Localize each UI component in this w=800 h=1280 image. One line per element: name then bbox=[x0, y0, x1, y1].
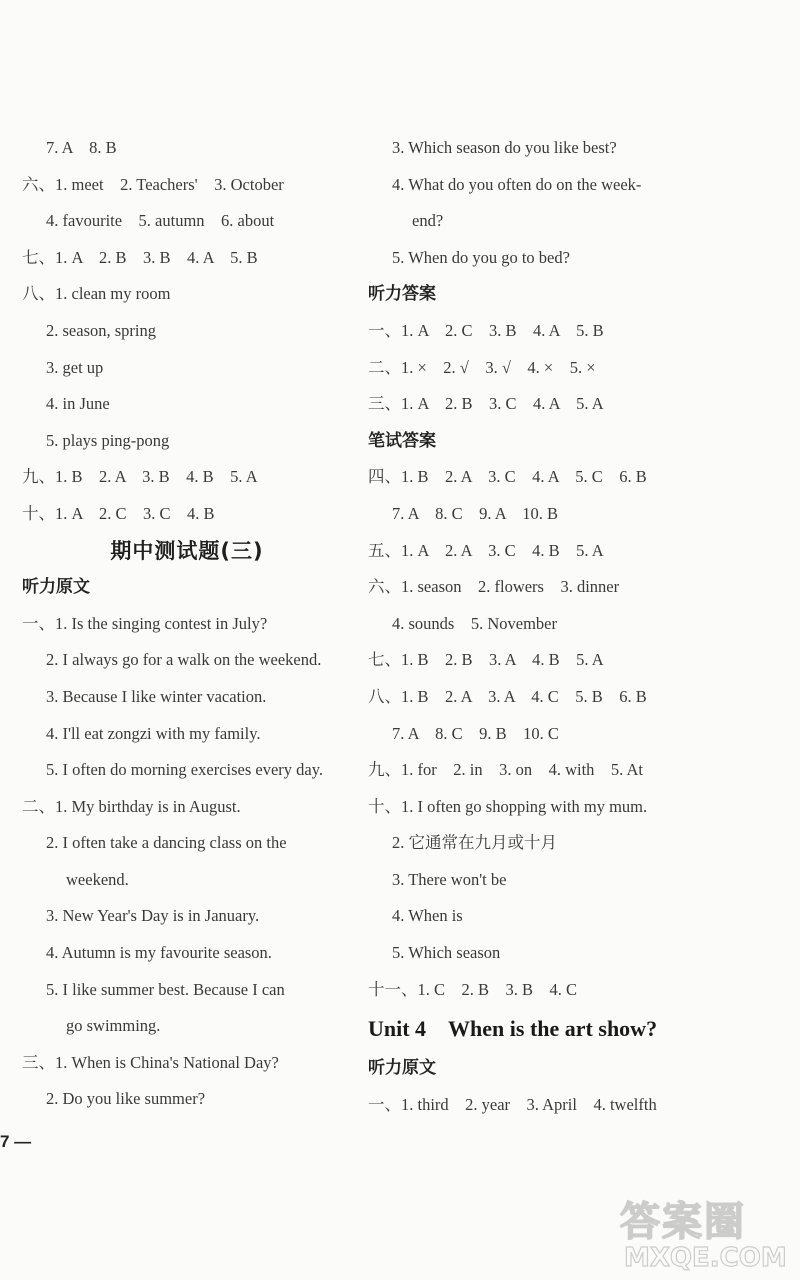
watermark-logo bbox=[620, 1190, 795, 1278]
answer-line: 5. plays ping-pong bbox=[46, 430, 170, 450]
answer-line: 4. favourite 5. autumn 6. about bbox=[46, 211, 275, 231]
listening-line: 3. Which season do you like best? bbox=[392, 138, 617, 157]
answer-line: 七、1. B 2. B 3. A 4. B 5. A bbox=[368, 650, 604, 670]
listening-line: 2. I always go for a walk on the weekend. bbox=[46, 650, 322, 670]
listening-line: 一、1. third 2. year 3. April 4. twelfth bbox=[368, 1094, 657, 1114]
answer-line: 九、1. for 2. in 3. on 4. with 5. At bbox=[368, 760, 643, 780]
listening-line: 二、1. My birthday is in August. bbox=[22, 796, 241, 816]
answer-line: 八、1. clean my room bbox=[22, 284, 171, 304]
answer-line: 4. sounds 5. November bbox=[392, 613, 557, 633]
listening-line: 4. What do you often do on the week- bbox=[392, 174, 642, 194]
listening-answer-heading: 听力答案 bbox=[368, 284, 436, 305]
answer-line: 八、1. B 2. A 3. A 4. C 5. B 6. B bbox=[368, 686, 647, 706]
listening-text-heading: 听力原文 bbox=[368, 1058, 436, 1079]
answer-line: 七、1. A 2. B 3. B 4. A 5. B bbox=[22, 247, 258, 267]
answer-line: 四、1. B 2. A 3. C 4. A 5. C 6. B bbox=[368, 467, 647, 487]
answer-line: 十、1. A 2. C 3. C 4. B bbox=[22, 503, 215, 523]
listening-line: 5. I like summer best. Because I can bbox=[46, 979, 285, 999]
listening-line: 3. Because I like winter vacation. bbox=[46, 686, 267, 706]
answer-line: 2. season, spring bbox=[46, 320, 156, 340]
listening-line: weekend. bbox=[66, 869, 129, 889]
watermark-main-text: 答案圈 bbox=[620, 1199, 746, 1245]
answer-line: 二、1. × 2. √ 3. √ 4. × 5. × bbox=[368, 357, 596, 377]
answer-line: 2. 它通常在九月或十月 bbox=[392, 833, 557, 853]
answer-line: 5. Which season bbox=[392, 943, 501, 963]
answer-line: 六、1. season 2. flowers 3. dinner bbox=[368, 577, 620, 597]
listening-line: 4. Autumn is my favourite season. bbox=[46, 943, 272, 963]
listening-line: 5. When do you go to bed? bbox=[392, 247, 570, 267]
midterm-test-title: 期中测试题(三) bbox=[110, 538, 264, 563]
answer-line: 4. When is bbox=[392, 906, 463, 926]
listening-line: go swimming. bbox=[66, 1016, 161, 1036]
answer-line: 一、1. A 2. C 3. B 4. A 5. B bbox=[368, 320, 604, 340]
answer-line: 六、1. meet 2. Teachers' 3. October bbox=[22, 174, 284, 194]
answer-line: 五、1. A 2. A 3. C 4. B 5. A bbox=[368, 540, 604, 560]
listening-line: 5. I often do morning exercises every day. bbox=[46, 760, 324, 780]
listening-line: end? bbox=[412, 211, 444, 231]
answer-line: 7. A 8. B bbox=[46, 138, 117, 157]
answer-line: 十、1. I often go shopping with my mum. bbox=[368, 796, 648, 816]
written-answer-heading: 笔试答案 bbox=[368, 430, 436, 451]
right-column bbox=[368, 130, 788, 1123]
listening-line: 3. New Year's Day is in January. bbox=[46, 906, 260, 926]
answer-line: 3. get up bbox=[46, 357, 104, 377]
unit-title: Unit 4 When is the art show? bbox=[368, 1016, 658, 1042]
listening-line: 一、1. Is the singing contest in July? bbox=[22, 613, 268, 633]
answer-line: 7. A 8. C 9. A 10. B bbox=[392, 503, 558, 523]
listening-line: 2. I often take a dancing class on the bbox=[46, 833, 287, 853]
answer-line: 4. in June bbox=[46, 394, 110, 414]
answer-line: 十一、1. C 2. B 3. B 4. C bbox=[368, 979, 578, 999]
listening-text-heading: 听力原文 bbox=[22, 577, 90, 598]
left-column bbox=[22, 130, 352, 1118]
listening-line: 三、1. When is China's National Day? bbox=[22, 1052, 279, 1072]
listening-line: 4. I'll eat zongzi with my family. bbox=[46, 723, 261, 743]
watermark-sub-text: MXQE.COM bbox=[624, 1243, 787, 1273]
listening-line: 2. Do you like summer? bbox=[46, 1089, 206, 1109]
answer-line: 九、1. B 2. A 3. B 4. B 5. A bbox=[22, 467, 258, 487]
answer-line: 7. A 8. C 9. B 10. C bbox=[392, 723, 559, 743]
answer-line: 3. There won't be bbox=[392, 869, 507, 889]
page-number: 7 — bbox=[0, 1132, 32, 1151]
answer-line: 三、1. A 2. B 3. C 4. A 5. A bbox=[368, 394, 604, 414]
